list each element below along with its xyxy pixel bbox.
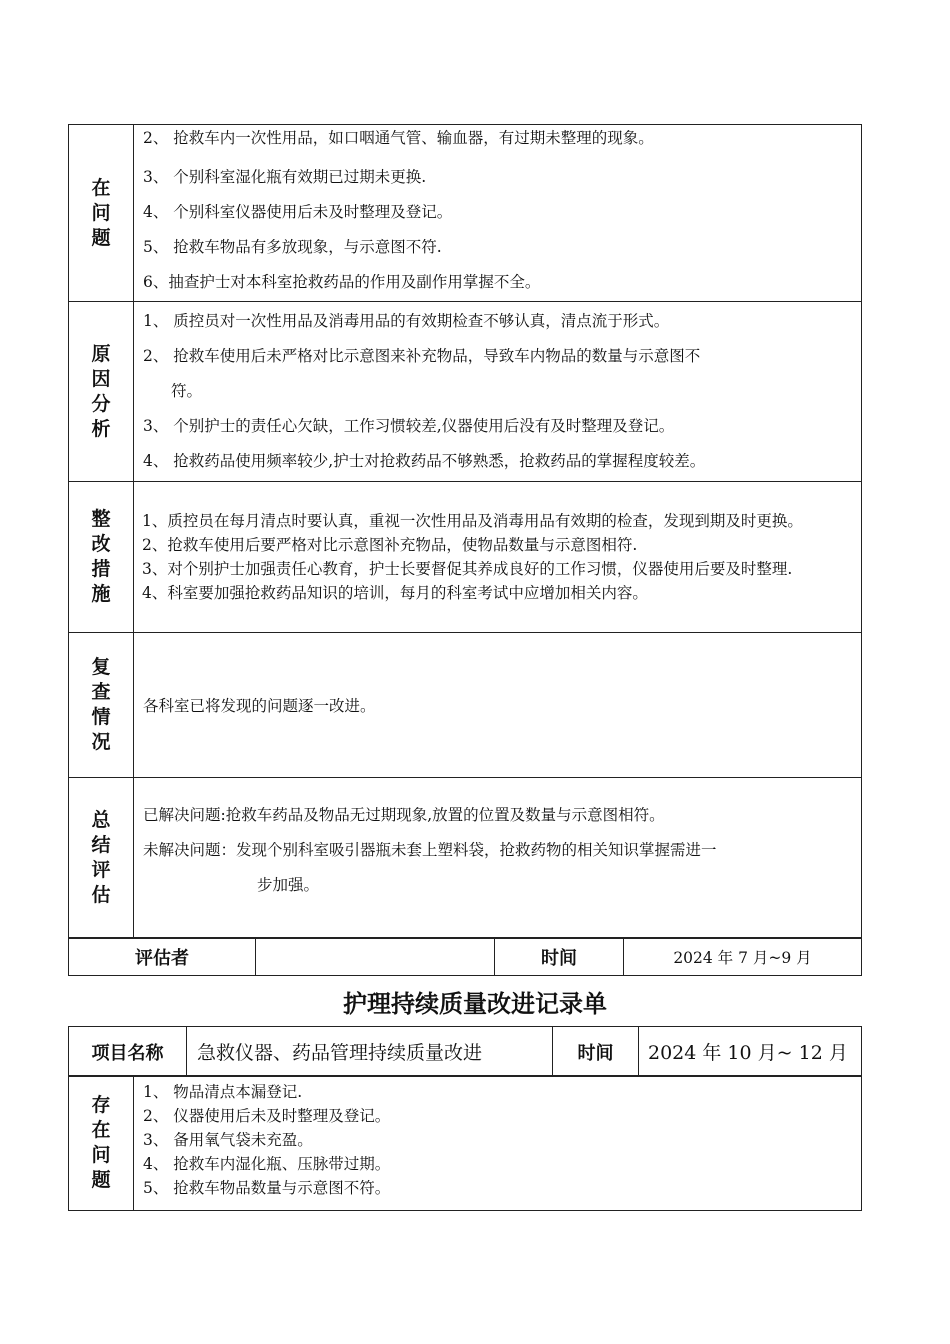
- list-item: 4、 抢救药品使用频率较少,护士对抢救药品不够熟悉，抢救药品的掌握程度较差。: [143, 452, 706, 470]
- summary-label: 总 结 评 估: [69, 778, 134, 939]
- list-item: 2、抢救车使用后要严格对比示意图补充物品，使物品数量与示意图相符.: [142, 536, 638, 554]
- measures-row: [69, 482, 862, 633]
- project-row: [69, 1027, 862, 1077]
- time-label: 时间: [553, 1027, 639, 1077]
- assessor-value: [256, 938, 495, 976]
- cause-analysis-row: [69, 302, 862, 482]
- page-title: 护理持续质量改进记录单: [343, 990, 607, 1018]
- time-value: 2024 年 10 月~ 12 月: [639, 1027, 862, 1077]
- list-item: 3、 个别科室湿化瓶有效期已过期未更换.: [143, 168, 427, 186]
- measures-label: 整 改 措 施: [69, 482, 134, 633]
- summary-row: [69, 778, 862, 939]
- record-table-2-body: [68, 1075, 862, 1211]
- measures-content: [134, 482, 862, 633]
- list-item: 4、 抢救车内湿化瓶、压脉带过期。: [143, 1155, 391, 1173]
- list-item: 3、对个别护士加强责任心教育，护士长要督促其养成良好的工作习惯，仪器使用后要及时整理.: [142, 560, 793, 578]
- time-label: 时间: [495, 938, 624, 976]
- record-table-1: [68, 124, 862, 939]
- list-item: 6、抽查护士对本科室抢救药品的作用及副作用掌握不全。: [143, 273, 541, 291]
- cause-analysis-content: [134, 302, 862, 482]
- list-item: 5、 抢救车物品数量与示意图不符。: [143, 1179, 391, 1197]
- existing-problems-row: [69, 1076, 862, 1211]
- assessor-label: 评估者: [69, 938, 256, 976]
- review-label: 复 查 情 况: [69, 633, 134, 778]
- list-item: 3、 个别护士的责任心欠缺，工作习惯较差,仪器使用后没有及时整理及登记。: [143, 417, 675, 435]
- summary-content: [134, 778, 862, 939]
- list-item: 1、 质控员对一次性用品及消毒用品的有效期检查不够认真，清点流于形式。: [143, 312, 670, 330]
- list-item: 2、 仪器使用后未及时整理及登记。: [143, 1107, 391, 1125]
- review-text: 各科室已将发现的问题逐一改进。: [143, 697, 376, 715]
- existing-problems-content: [134, 1076, 862, 1211]
- existing-problems-row: [69, 125, 862, 302]
- review-content: [134, 633, 862, 778]
- list-item: 2、 抢救车内一次性用品，如口咽通气管、输血器，有过期未整理的现象。: [143, 129, 654, 147]
- time-value: 2024 年 7 月~9 月: [624, 938, 862, 976]
- list-item: 1、 物品清点本漏登记.: [143, 1083, 303, 1101]
- assessor-footer-table: [68, 937, 862, 976]
- unsolved-text: 未解决问题：发现个别科室吸引器瓶未套上塑料袋，抢救药物的相关知识掌握需进一: [143, 841, 717, 859]
- assessor-row: [69, 938, 862, 976]
- list-item: 4、 个别科室仪器使用后未及时整理及登记。: [143, 203, 453, 221]
- list-item: 1、质控员在每月清点时要认真，重视一次性用品及消毒用品有效期的检查，发现到期及时更换。: [142, 512, 803, 530]
- list-item: 2、 抢救车使用后未严格对比示意图来补充物品，导致车内物品的数量与示意图不: [143, 347, 701, 365]
- review-row: [69, 633, 862, 778]
- solved-text: 已解决问题:抢救车药品及物品无过期现象,放置的位置及数量与示意图相符。: [143, 806, 665, 824]
- list-item-continuation: 符。: [171, 382, 203, 400]
- record-table-2-header: [68, 1026, 862, 1077]
- existing-problems-label: 在 问 题: [69, 125, 134, 302]
- existing-problems-content: [134, 125, 862, 302]
- project-name-value: 急救仪器、药品管理持续质量改进: [187, 1027, 553, 1077]
- list-item: 5、 抢救车物品有多放现象，与示意图不符.: [143, 238, 442, 256]
- list-item: 3、 备用氧气袋未充盈。: [143, 1131, 313, 1149]
- unsolved-text-continuation: 步加强。: [257, 876, 320, 894]
- project-name-label: 项目名称: [69, 1027, 187, 1077]
- list-item: 4、科室要加强抢救药品知识的培训，每月的科室考试中应增加相关内容。: [142, 584, 648, 602]
- cause-analysis-label: 原 因 分 析: [69, 302, 134, 482]
- existing-problems-label: 存 在 问 题: [69, 1076, 134, 1211]
